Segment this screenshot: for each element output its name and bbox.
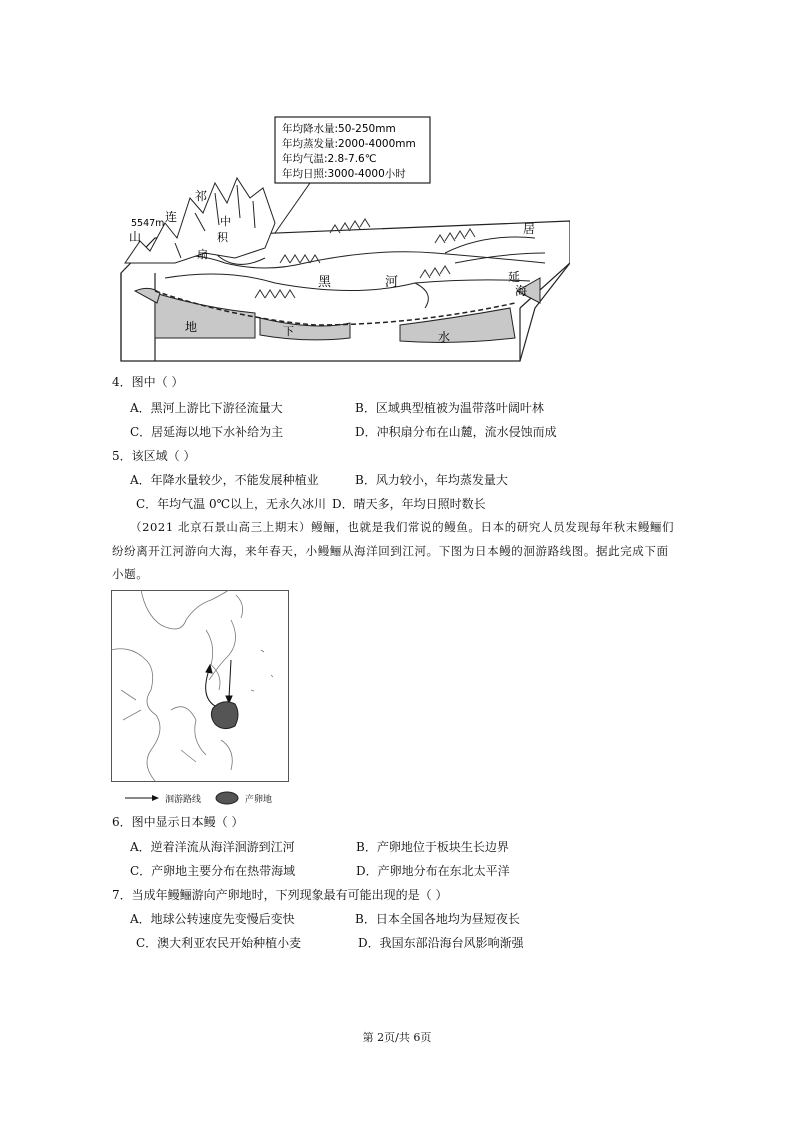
q6-option-c[interactable]: C．产卵地主要分布在热带海域 bbox=[130, 864, 296, 878]
label-di: 地 bbox=[185, 320, 198, 334]
q5-option-c[interactable]: C．年均气温 0℃以上，无永久冰川 bbox=[136, 497, 327, 511]
climate-line-1: 年均降水量:50-250mm bbox=[282, 123, 396, 135]
label-zhong: 中 bbox=[220, 215, 231, 228]
heihe-block-diagram bbox=[115, 113, 570, 363]
label-ju: 居 bbox=[523, 222, 536, 236]
q4-option-c[interactable]: C．居延海以地下水补给为主 bbox=[130, 425, 284, 439]
q4-option-b[interactable]: B．区域典型植被为温带落叶阔叶林 bbox=[355, 401, 544, 415]
route-arrow-icon bbox=[125, 794, 159, 802]
q7-stem: 7．当成年鳗鲡游向产卵地时，下列现象最有可能出现的是（ ） bbox=[112, 888, 448, 902]
spawning-area-icon bbox=[215, 791, 239, 805]
q5-option-a[interactable]: A．年降水量较少，不能发展种植业 bbox=[130, 473, 319, 487]
q7-option-c[interactable]: C．澳大利亚农民开始种植小麦 bbox=[136, 936, 302, 950]
label-he: 河 bbox=[385, 275, 399, 290]
q4-option-a[interactable]: A．黑河上游比下游径流量大 bbox=[130, 401, 283, 415]
label-hai: 海 bbox=[515, 284, 528, 298]
eel-migration-map bbox=[111, 590, 289, 782]
q6-option-d[interactable]: D．产卵地分布在东北太平洋 bbox=[356, 864, 510, 878]
label-yan: 延 bbox=[508, 270, 521, 284]
legend-spawn-label: 产卵地 bbox=[245, 794, 273, 805]
label-xia: 下 bbox=[283, 325, 294, 338]
label-shan2: 扇 bbox=[197, 248, 208, 261]
q6-stem: 6．图中显示日本鳗（ ） bbox=[112, 815, 244, 829]
q7-option-a[interactable]: A．地球公转速度先变慢后变快 bbox=[130, 912, 295, 926]
label-shan: 山 bbox=[129, 230, 142, 244]
spawning-area-shape bbox=[211, 702, 238, 729]
label-ji: 积 bbox=[217, 231, 228, 244]
label-lian: 连 bbox=[165, 210, 178, 224]
q6-option-a[interactable]: A．逆着洋流从海洋洄游到江河 bbox=[130, 840, 295, 854]
legend-route-label: 洄游路线 bbox=[165, 794, 202, 805]
q4-option-d[interactable]: D．冲积扇分布在山麓，流水侵蚀而成 bbox=[355, 425, 557, 439]
climate-line-4: 年均日照:3000-4000小时 bbox=[282, 168, 406, 180]
q5-option-d[interactable]: D．晴天多，年均日照时数长 bbox=[332, 497, 486, 511]
q7-option-b[interactable]: B．日本全国各地均为昼短夜长 bbox=[355, 912, 520, 926]
pointer-line bbox=[275, 183, 310, 233]
q6-option-b[interactable]: B．产卵地位于板块生长边界 bbox=[356, 840, 509, 854]
q5-stem: 5．该区域（ ） bbox=[112, 449, 196, 463]
passage-line-3: 小题。 bbox=[112, 567, 149, 581]
q4-stem: 4．图中（ ） bbox=[112, 375, 184, 389]
label-qi: 祁 bbox=[195, 189, 208, 203]
label-hei: 黑 bbox=[318, 275, 332, 290]
passage-line-2: 纷纷离开江河游向大海，来年春天，小鳗鲡从海洋回到江河。下图为日本鳗的洄游路线图。据此完成下面 bbox=[112, 544, 669, 558]
page-number: 第 2页/共 6页 bbox=[362, 1031, 432, 1044]
label-elevation: 5547m bbox=[131, 218, 165, 229]
map-legend bbox=[125, 791, 272, 805]
passage-line-1: （2021 北京石景山高三上期末）鳗鲡，也就是我们常说的鳗鱼。日本的研究人员发现每年秋末鳗鲡们 bbox=[130, 520, 675, 534]
q7-option-d[interactable]: D．我国东部沿海台风影响渐强 bbox=[358, 936, 524, 950]
label-shui: 水 bbox=[438, 330, 451, 344]
climate-line-3: 年均气温:2.8-7.6℃ bbox=[282, 153, 377, 165]
climate-line-2: 年均蒸发量:2000-4000mm bbox=[282, 138, 416, 150]
q5-option-b[interactable]: B．风力较小，年均蒸发量大 bbox=[355, 473, 508, 487]
